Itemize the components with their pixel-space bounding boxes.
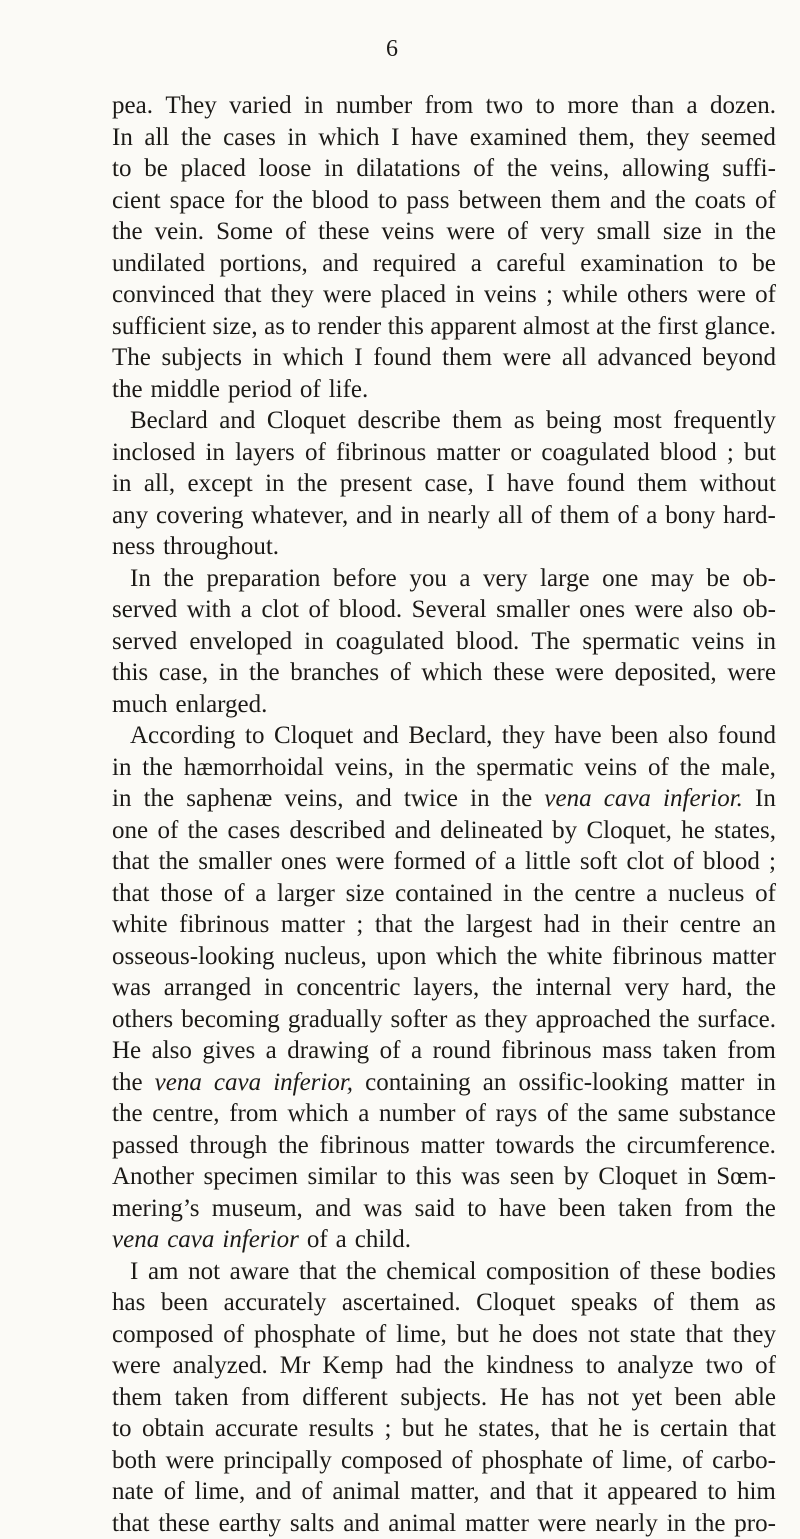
text-line: pea. They varied in number from two to more than a dozen. — [112, 90, 776, 122]
text-line: to obtain accurate results ; but he states, that he is certain that — [112, 1413, 776, 1445]
text-line: in the saphenæ veins, and twice in the vena cava inferior. In — [112, 783, 776, 815]
text-line: composed of phosphate of lime, but he does not state that they — [112, 1319, 776, 1351]
text-line: the vena cava inferior, containing an ossific-looking matter in — [112, 1067, 776, 1099]
text-line: mering’s museum, and was said to have been taken from the — [112, 1193, 776, 1225]
text-line: In the preparation before you a very large one may be ob- — [112, 563, 776, 595]
text-line: in the hæmorrhoidal veins, in the spermatic veins of the male, — [112, 752, 776, 784]
text-line: sufficient size, as to render this apparent almost at the first glance. — [112, 311, 776, 343]
page-number: 6 — [386, 36, 398, 63]
text-line: cient space for the blood to pass between them and the coats of — [112, 185, 776, 217]
text-line: served enveloped in coagulated blood. The spermatic veins in — [112, 626, 776, 658]
text-line: both were principally composed of phosphate of lime, of carbo- — [112, 1445, 776, 1477]
text-line: convinced that they were placed in veins ; while others were of — [112, 279, 776, 311]
text-line: has been accurately ascertained. Cloquet speaks of them as — [112, 1287, 776, 1319]
text-line: passed through the fibrinous matter towards the circumference. — [112, 1130, 776, 1162]
text-line: Beclard and Cloquet describe them as being most frequently — [112, 405, 776, 437]
text-line: much enlarged. — [112, 689, 776, 721]
text-line: that these earthy salts and animal matter were nearly in the pro- — [112, 1508, 776, 1539]
text-line: vena cava inferior of a child. — [112, 1224, 776, 1256]
text-line: them taken from different subjects. He has not yet been able — [112, 1382, 776, 1414]
text-line: the vein. Some of these veins were of very small size in the — [112, 216, 776, 248]
text-line: was arranged in concentric layers, the internal very hard, the — [112, 972, 776, 1004]
body-text — [112, 90, 776, 1539]
text-line: I am not aware that the chemical composition of these bodies — [112, 1256, 776, 1288]
text-line: In all the cases in which I have examined them, they seemed — [112, 122, 776, 154]
text-line: others becoming gradually softer as they approached the surface. — [112, 1004, 776, 1036]
text-line: to be placed loose in dilatations of the veins, allowing suffi- — [112, 153, 776, 185]
text-line: were analyzed. Mr Kemp had the kindness to analyze two of — [112, 1350, 776, 1382]
text-line: He also gives a drawing of a round fibrinous mass taken from — [112, 1035, 776, 1067]
text-line: ness throughout. — [112, 531, 776, 563]
text-line: served with a clot of blood. Several smaller ones were also ob- — [112, 594, 776, 626]
text-line: the middle period of life. — [112, 374, 776, 406]
text-line: Another specimen similar to this was seen by Cloquet in Sœm- — [112, 1161, 776, 1193]
text-line: that those of a larger size contained in the centre a nucleus of — [112, 878, 776, 910]
text-line: The subjects in which I found them were all advanced beyond — [112, 342, 776, 374]
text-line: one of the cases described and delineated by Cloquet, he states, — [112, 815, 776, 847]
text-line: this case, in the branches of which these were deposited, were — [112, 657, 776, 689]
text-line: the centre, from which a number of rays of the same substance — [112, 1098, 776, 1130]
text-line: white fibrinous matter ; that the largest had in their centre an — [112, 909, 776, 941]
text-line: According to Cloquet and Beclard, they have been also found — [112, 720, 776, 752]
text-line: any covering whatever, and in nearly all of them of a bony hard- — [112, 500, 776, 532]
text-line: osseous-looking nucleus, upon which the white fibrinous matter — [112, 941, 776, 973]
text-line: inclosed in layers of fibrinous matter or coagulated blood ; but — [112, 437, 776, 469]
text-line: undilated portions, and required a careful examination to be — [112, 248, 776, 280]
text-line: that the smaller ones were formed of a little soft clot of blood ; — [112, 846, 776, 878]
text-line: in all, except in the present case, I have found them without — [112, 468, 776, 500]
text-line: nate of lime, and of animal matter, and that it appeared to him — [112, 1476, 776, 1508]
